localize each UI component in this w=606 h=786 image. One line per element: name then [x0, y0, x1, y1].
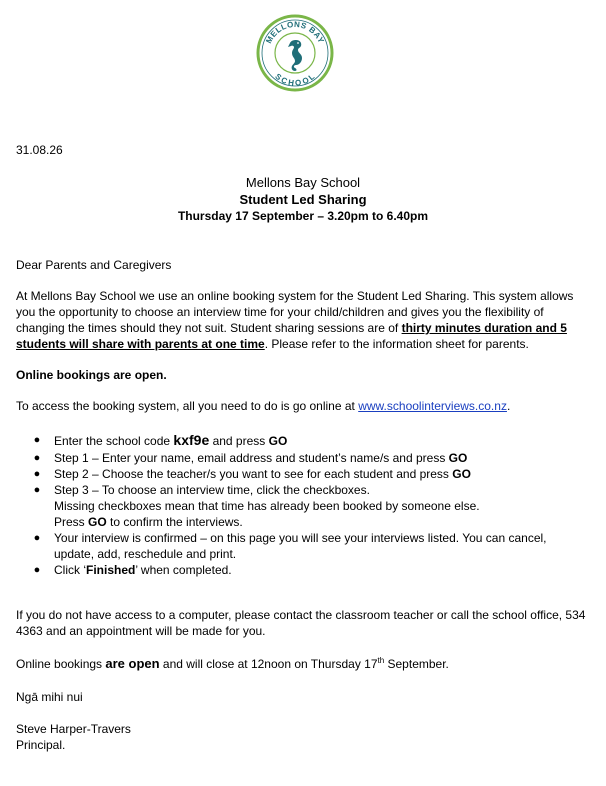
- no-computer-paragraph: If you do not have access to a computer, please contact the classroom teacher or call the school office, 534 4363 and an appointment will be made for you.: [16, 608, 586, 638]
- finished-label: Finished: [86, 563, 136, 577]
- bullet-icon: ●: [33, 484, 41, 496]
- closing-paragraph: [16, 656, 590, 672]
- step-text: Enter the school code: [54, 434, 174, 448]
- list-item: [16, 450, 556, 466]
- school-logo: [256, 14, 334, 92]
- signoff: Ngā mihi nui: [16, 690, 83, 704]
- access-text: To access the booking system, all you need to do is go online at: [16, 399, 359, 413]
- logo-emblem: [256, 14, 334, 92]
- step-text: Your interview is confirmed – on this page you will see your interviews listed. You can cancel, update, add, reschedule and print.: [54, 531, 547, 561]
- closing-text: Online bookings: [16, 657, 106, 671]
- bullet-icon: ●: [33, 532, 41, 544]
- step-text: Press: [54, 515, 89, 529]
- step-text: and press: [209, 434, 269, 448]
- heading-date-time: Thursday 17 September – 3.20pm to 6.40pm: [177, 209, 429, 223]
- signature-name: Steve Harper-Travers: [16, 722, 131, 736]
- step-text: Missing checkboxes mean that time has already been booked by someone else.: [54, 499, 480, 513]
- heading-event: Student Led Sharing: [239, 192, 367, 207]
- step-text: Step 2 – Choose the teacher/s you want to see for each student and press: [54, 467, 453, 481]
- bullet-icon: ●: [33, 434, 41, 446]
- go-label: GO: [448, 451, 468, 465]
- step-text: Step 3 – To choose an interview time, click the checkboxes.: [54, 483, 370, 497]
- access-paragraph: [16, 398, 590, 414]
- step-text: to confirm the interviews.: [106, 515, 243, 529]
- list-item: [16, 466, 556, 482]
- step-text: [54, 514, 556, 530]
- bullet-icon: ●: [33, 452, 41, 464]
- letter-date: 31.08.26: [16, 143, 63, 157]
- closing-text: and will close at 12noon on Thursday 17: [159, 657, 378, 671]
- step-text: ’ when completed.: [135, 563, 232, 577]
- list-item: [16, 562, 556, 578]
- intro-text-2: . Please refer to the information sheet for parents.: [264, 337, 529, 351]
- intro-emphasis: thirty minutes duration and 5 students will share with parents at one time: [16, 321, 567, 351]
- list-item: [16, 432, 556, 450]
- bookings-open-notice: Online bookings are open.: [16, 368, 167, 382]
- greeting: Dear Parents and Caregivers: [16, 258, 172, 272]
- list-item: [16, 530, 556, 562]
- closing-superscript: th: [377, 656, 385, 665]
- heading-school: Mellons Bay School: [245, 175, 361, 190]
- school-code: kxf9e: [173, 432, 210, 448]
- closing-text: September.: [384, 657, 449, 671]
- logo-text-top: MELLONS BAY: [264, 19, 326, 45]
- booking-site-link[interactable]: www.schoolinterviews.co.nz: [358, 399, 507, 413]
- intro-paragraph: [16, 288, 590, 352]
- logo-text-bottom: SCHOOL: [273, 71, 317, 88]
- step-text: Click ‘: [54, 563, 86, 577]
- access-end: .: [506, 399, 511, 413]
- list-item: [16, 482, 556, 530]
- closing-emphasis: are open: [105, 656, 160, 671]
- booking-steps-list: [16, 432, 556, 578]
- signature-title: Principal.: [16, 738, 66, 752]
- bullet-icon: ●: [33, 468, 41, 480]
- go-label: GO: [88, 515, 107, 529]
- intro-text-1: At Mellons Bay School we use an online booking system for the Student Led Sharing. This system allows you the opportunity to choose an interview time for your child/children and gives you the flexibility of changing the times should they not suit. Student sharing sessions are of: [16, 289, 574, 335]
- go-label: GO: [452, 467, 471, 481]
- step-text: Step 1 – Enter your name, email address and student’s name/s and press: [54, 451, 449, 465]
- go-label: GO: [268, 434, 288, 448]
- bullet-icon: ●: [33, 564, 41, 576]
